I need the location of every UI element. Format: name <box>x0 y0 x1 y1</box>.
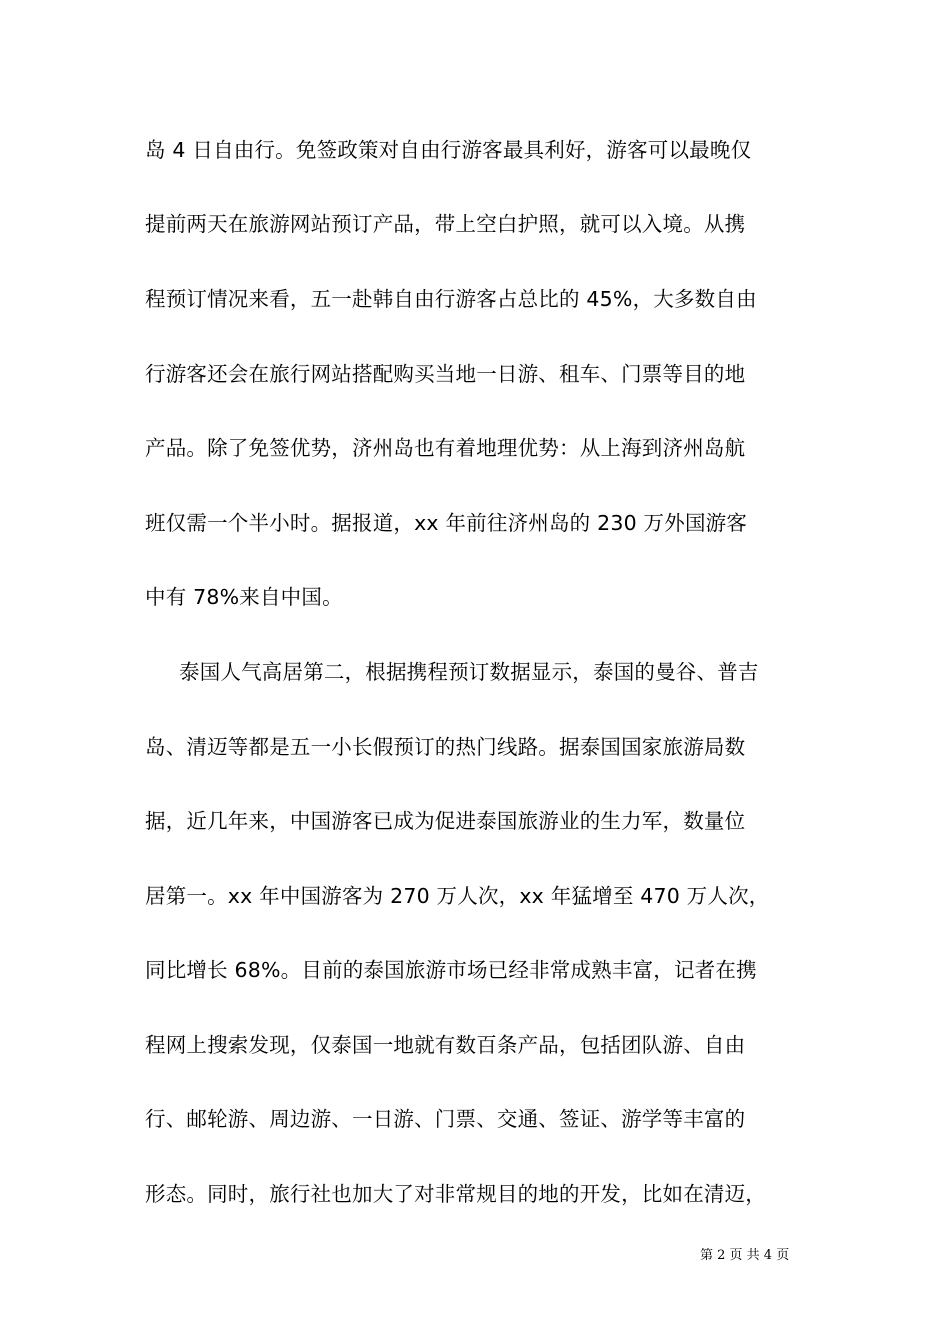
text-line: 形态。同时，旅行社也加大了对非常规目的地的开发，比如在清迈， <box>145 1182 766 1206</box>
text-line: 居第一。xx 年中国游客为 270 万人次，xx 年猛增至 470 万人次， <box>145 884 770 908</box>
paragraph-start-line: 泰国人气高居第二，根据携程预订数据显示，泰国的曼谷、普吉 <box>179 660 759 684</box>
text-line: 中有 78%来自中国。 <box>145 585 343 609</box>
text-line: 提前两天在旅游网站预订产品，带上空白护照，就可以入境。从携 <box>145 212 746 236</box>
text-line: 同比增长 68%。目前的泰国旅游市场已经非常成熟丰富，记者在携 <box>145 958 757 982</box>
text-line: 据，近几年来，中国游客已成为促进泰国旅游业的生力军，数量位 <box>145 809 746 833</box>
text-line: 程预订情况来看，五一赴韩自由行游客占总比的 45%，大多数自由 <box>145 287 757 311</box>
text-line: 岛 4 日自由行。免签政策对自由行游客最具利好，游客可以最晚仅 <box>145 138 752 162</box>
text-line: 行、邮轮游、周边游、一日游、门票、交通、签证、游学等丰富的 <box>145 1107 746 1131</box>
text-line: 产品。除了免签优势，济州岛也有着地理优势：从上海到济州岛航 <box>145 436 746 460</box>
text-line: 班仅需一个半小时。据报道，xx 年前往济州岛的 230 万外国游客 <box>145 511 748 535</box>
page-number-footer: 第 2 页 共 4 页 <box>700 1248 790 1263</box>
text-line: 行游客还会在旅行网站搭配购买当地一日游、租车、门票等目的地 <box>145 362 746 386</box>
text-line: 岛、清迈等都是五一小长假预订的热门线路。据泰国国家旅游局数 <box>145 735 746 759</box>
text-line: 程网上搜索发现，仅泰国一地就有数百条产品，包括团队游、自由 <box>145 1033 746 1057</box>
